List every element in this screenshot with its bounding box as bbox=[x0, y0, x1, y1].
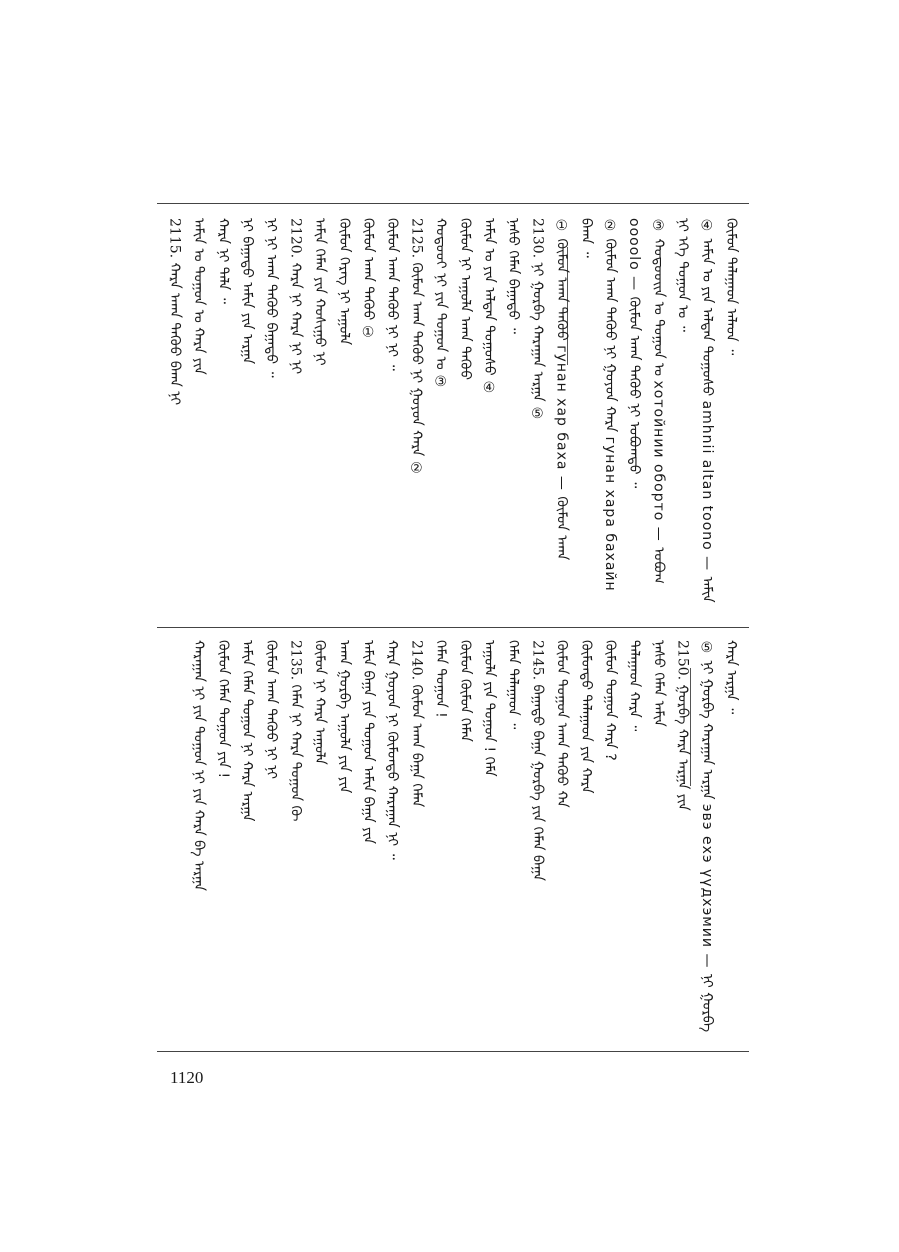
line-text: ᠬᠠᠷᠠ ᠨᠢ ᠬᠠᠷᠠ ᠨᠢ ᠨᠢ bbox=[287, 262, 304, 375]
text-column bbox=[214, 218, 232, 304]
line-text: ᠬᠦᠮᠦᠨ ᠠᠬᠠ ᠳᠡᠭᠦᠦ ᠨᠢ ᠨᠢ ᠃ bbox=[384, 218, 401, 371]
line-number: 2120. bbox=[287, 218, 304, 263]
line-text: ᠨᠢ ᠡᠬᠡ ᠲᠣᠭᠣᠨ ᠤ ᠃ bbox=[674, 218, 691, 332]
line-text: oooolo — ᠬᠦᠮᠦᠨ ᠠᠬᠠ ᠳᠡᠭᠦᠦ ᠨᠢ ᠣᠪᠣᠭᠲᠤ ᠃ bbox=[626, 218, 643, 489]
text-column bbox=[601, 640, 619, 761]
line-text: ᠲᠠᠯᠠᠭᠠᠳ ᠬᠠᠷᠠ ᠃ bbox=[626, 640, 643, 732]
text-column bbox=[407, 640, 425, 807]
line-text: ᠠᠮᠢᠨ ᠤ ᠲᠣᠭᠣᠨ ᠤ ᠬᠠᠷᠠ ᠶᠢᠨ bbox=[190, 218, 207, 375]
text-column bbox=[722, 640, 740, 714]
line-text: ᠠᠮᠢᠨ ᠤ ᠶᠢᠨ ᠠᠯᠲᠠᠨ ᠲᠣᠭᠣᠰᠤ ④ bbox=[481, 218, 497, 397]
text-column bbox=[359, 218, 377, 341]
text-column bbox=[480, 218, 498, 396]
line-text: ᠬᠦᠮᠦᠨ ᠬᠡᠷᠡᠭ ᠨᠢ ᠠᠭᠤᠯᠠ bbox=[335, 218, 352, 346]
text-column bbox=[480, 640, 498, 777]
text-column bbox=[528, 218, 546, 422]
line-text: ᠬᠦᠮᠦᠨ ᠨᠢ ᠬᠠᠷᠠ ᠠᠭᠤᠯᠠ bbox=[311, 640, 328, 765]
text-column bbox=[335, 218, 353, 345]
text-column bbox=[553, 218, 571, 560]
text-column bbox=[577, 640, 595, 794]
text-column bbox=[432, 218, 450, 390]
text-column bbox=[456, 640, 474, 742]
line-text: ᠨᠢ ᠪᠠᠭᠠᠳᠤ ᠠᠮᠢᠨ ᠶᠢᠨ ᠠᠷᠭᠠ bbox=[239, 218, 255, 365]
line-text: ᠬᠦᠮᠦᠨ ᠨᠢ ᠠᠭᠤᠯᠠ ᠠᠬᠠ ᠳᠡᠭᠦᠦ bbox=[456, 218, 473, 381]
text-column bbox=[698, 640, 716, 1032]
text-column bbox=[238, 218, 256, 364]
line-text: ᠬᠦᠮᠦᠨ ᠠᠬᠠ ᠪᠠᠭᠠ ᠬᠡᠮᠡᠨ bbox=[408, 684, 425, 808]
line-text: ᠬᠦᠮᠦᠨ ᠲᠣᠭᠣᠨ ᠠᠬᠠ ᠳᠡᠭᠦᠦ ᠬᠠ bbox=[553, 640, 570, 808]
line-text: ᠬᠦᠮᠦᠨ ᠲᠠᠯᠠᠭᠠᠳ ᠠᠯᠠᠳ ᠃ bbox=[723, 218, 739, 356]
text-column bbox=[311, 640, 329, 765]
line-text: ᠪᠠᠭᠠᠳᠤ ᠪᠠᠭᠠ ᠭᠤᠷᠪᠠ ᠶᠢᠨ ᠬᠡᠮᠡᠨ ᠪᠠᠭᠠ bbox=[529, 684, 546, 881]
text-column bbox=[286, 640, 304, 821]
line-number: 2135. bbox=[287, 640, 304, 685]
line-text: ᠪᠠᠬᠠ ᠃ bbox=[577, 218, 594, 258]
text-column bbox=[577, 218, 595, 258]
middle-rule bbox=[157, 627, 749, 628]
line-text: ᠬᠦᠮᠦᠨ ᠠᠬᠠ ᠳᠡᠭᠦᠦ ① bbox=[360, 218, 376, 341]
text-column bbox=[262, 218, 280, 378]
line-text: ᠬᠠᠷᠠ ᠨᠢ ᠲᠠᠯᠠ ᠃ bbox=[214, 218, 231, 304]
line-text: ᠬᠦᠮᠦᠨᠳᠦ ᠲᠠᠯᠠᠭᠠᠳ ᠶᠢᠨ ᠬᠠᠷᠠ bbox=[577, 640, 594, 794]
text-column bbox=[456, 218, 474, 380]
line-text: ᠬᠦᠮᠦᠨ ᠬᠦᠮᠦᠨ ᠬᠡᠮᠡᠨ bbox=[456, 640, 473, 742]
line-text: ④ ᠠᠮᠢᠨ ᠤ ᠶᠢᠨ ᠠᠯᠲᠠᠨ ᠲᠣᠭᠣᠰᠤ amhnii altan toono — ᠠᠮᠢᠨ bbox=[698, 218, 715, 603]
text-column bbox=[311, 218, 329, 366]
top-rule bbox=[157, 203, 749, 204]
text-column bbox=[214, 640, 232, 778]
text-column bbox=[504, 218, 522, 334]
line-text: ᠨᠠᠰᠤ ᠬᠡᠮᠡᠨ ᠠᠮᠢᠨ bbox=[650, 640, 667, 727]
line-text: ᠬᠦᠮᠦᠨ ᠠᠬᠠ ᠳᠡᠭᠦᠦ ᠨᠢ ᠨᠢ bbox=[263, 640, 280, 779]
line-number: 2125. bbox=[408, 218, 425, 263]
line-number: 2130. bbox=[529, 218, 546, 263]
text-column bbox=[190, 218, 208, 375]
line-number: 2150. bbox=[674, 640, 691, 685]
line-text: ᠬᠦᠮᠦᠨ ᠬᠡᠮᠡᠨ ᠲᠣᠭᠣᠨ ᠶᠢᠨ ! bbox=[214, 640, 231, 779]
line-text: ᠨᠢ ᠭᠤᠷᠪᠠ ᠬᠠᠷᠠᠭᠠᠨ ᠠᠷᠭᠠ ⑤ bbox=[529, 262, 546, 423]
line-text: ② ᠬᠦᠮᠦᠨ ᠠᠬᠠ ᠳᠡᠭᠦᠦ ᠨᠢ ᠭᠤᠶᠤᠨ ᠬᠠᠷᠠ гунан хара бахайн bbox=[602, 218, 618, 592]
line-number: 2140. bbox=[408, 640, 425, 685]
line-text: ᠠᠮᠢᠨ ᠪᠠᠭᠠ ᠶᠢᠨ ᠲᠣᠭᠣᠨ ᠠᠮᠢᠨ ᠪᠠᠭᠠ ᠶᠢᠨ bbox=[360, 640, 376, 844]
line-text: ᠬᠠᠷᠠᠭᠠᠨ ᠨᠢ ᠶᠢᠨ ᠲᠣᠭᠣᠨ ᠨᠢ ᠶᠢᠨ ᠬᠠᠷᠠ ᠪᠠ ᠠᠷᠭᠠ bbox=[190, 640, 207, 891]
text-column bbox=[649, 640, 667, 727]
line-text: ᠠᠬᠠ ᠭᠤᠷᠪᠠ ᠠᠭᠤᠯᠠ ᠶᠢᠨ ᠶᠢᠨ bbox=[335, 640, 352, 794]
text-column bbox=[432, 640, 450, 718]
text-column bbox=[649, 218, 667, 584]
text-column bbox=[504, 640, 522, 729]
text-column bbox=[553, 640, 571, 808]
line-text: ᠬᠡᠮᠡᠨ ᠨᠢ ᠬᠠᠷᠠ ᠲᠣᠭᠣᠨ ᠬᠦ bbox=[287, 684, 304, 822]
line-number: 2115. bbox=[166, 218, 183, 263]
text-column bbox=[698, 218, 716, 603]
bottom-rule bbox=[157, 1051, 749, 1052]
line-text: ③ ᠬᠣᠲᠣᠣᠢᠨ ᠤ ᠲᠣᠭᠣᠨ ᠤ хотойнии обоpто — ᠣᠪᠣᠭ bbox=[650, 218, 667, 584]
line-text: ᠨᠢ ᠨᠢ ᠠᠬᠠ ᠳᠡᠭᠦᠦ ᠪᠠᠭᠠᠳᠤ ᠃ bbox=[263, 218, 280, 378]
line-text: ᠠᠮᠢᠨ ᠬᠡᠮᠡᠨ ᠲᠣᠭᠣᠨ ᠨᠢ ᠬᠠᠷᠠ ᠠᠷᠭᠠ bbox=[239, 640, 255, 822]
text-column bbox=[528, 640, 546, 881]
text-column bbox=[383, 218, 401, 371]
text-column bbox=[238, 640, 256, 821]
text-column bbox=[407, 218, 425, 477]
text-column bbox=[674, 640, 692, 811]
line-text: ᠬᠣᠲᠣᠣᠢ ᠨᠢ ᠶᠢᠨ ᠲᠣᠭᠣᠨ ᠤ ③ bbox=[432, 218, 449, 391]
text-column bbox=[286, 218, 304, 374]
line-text: ᠬᠦᠮᠦᠨ ᠲᠣᠭᠣᠨ ᠬᠠᠷᠠ ? bbox=[602, 640, 618, 761]
line-text: ᠬᠠᠷᠠ ᠠᠷᠭᠠ ᠃ bbox=[723, 640, 739, 715]
page-number: 1120 bbox=[170, 1068, 204, 1087]
text-column bbox=[359, 640, 377, 844]
line-text: ᠬᠡᠮᠡᠨ ᠲᠣᠭᠣᠨ ! bbox=[432, 640, 449, 718]
line-text: ᠨᠠᠰᠤ ᠬᠡᠮᠡᠨ ᠪᠠᠭᠠᠳᠤ ᠃ bbox=[505, 218, 522, 334]
line-text: ᠠᠭᠤᠯᠠ ᠶᠢᠨ ᠲᠣᠭᠣᠨ ! ᠬᠡᠮᠡ bbox=[481, 640, 497, 777]
text-column bbox=[674, 218, 692, 332]
line-text: ᠠᠮᠢᠨ ᠬᠡᠮᠡᠨ ᠶᠢᠨ ᠬᠣᠰᠢᠭᠤ ᠨᠢ bbox=[311, 218, 328, 366]
text-column bbox=[722, 218, 740, 355]
line-text: ① ᠬᠦᠮᠦᠨ ᠠᠬᠠ ᠳᠡᠭᠦᠦ гунан хар баха — ᠬᠦᠮᠦᠨ ᠠᠬᠠ bbox=[553, 218, 570, 561]
text-column bbox=[601, 218, 619, 592]
line-text: ᠬᠦᠮᠦᠨ ᠠᠬᠠ ᠳᠡᠭᠦᠦ ᠨᠢ ᠭᠤᠶᠤᠨ ᠬᠠᠷᠠ ② bbox=[408, 262, 425, 477]
text-column bbox=[190, 640, 208, 891]
line-text: ᠭᠤᠷᠪᠠ ᠬᠠᠷᠠ ᠠᠷᠭᠠ ᠶᠢᠨ bbox=[674, 684, 691, 811]
line-text: ᠬᠠᠷᠠ ᠠᠬᠠ ᠳᠡᠭᠦᠦ ᠪᠠᠬᠠ ᠨᠢ bbox=[166, 262, 183, 406]
text-column bbox=[625, 218, 643, 488]
line-text: ᠬᠠᠷᠠ ᠭᠤᠶᠤᠨ ᠨᠢ ᠬᠦᠮᠦᠨᠳᠦ ᠬᠠᠷᠠᠭᠠᠨ ᠨᠢ ᠃ bbox=[384, 640, 401, 860]
text-column bbox=[165, 218, 183, 405]
line-number: 2145. bbox=[529, 640, 546, 685]
text-column bbox=[335, 640, 353, 793]
text-column bbox=[262, 640, 280, 779]
line-text: ⑤ ᠨᠢ ᠭᠤᠷᠪᠠ ᠬᠠᠷᠠᠭᠠᠨ ᠠᠷᠭᠠ эвэ ехэ үүдхэмии — ᠨᠢ ᠭᠤᠷᠪᠠ bbox=[698, 640, 715, 1033]
text-column bbox=[383, 640, 401, 860]
line-text: ᠬᠡᠮᠡᠨ ᠲᠠᠯᠠᠭᠠᠳ ᠃ bbox=[505, 640, 522, 730]
text-column bbox=[625, 640, 643, 731]
